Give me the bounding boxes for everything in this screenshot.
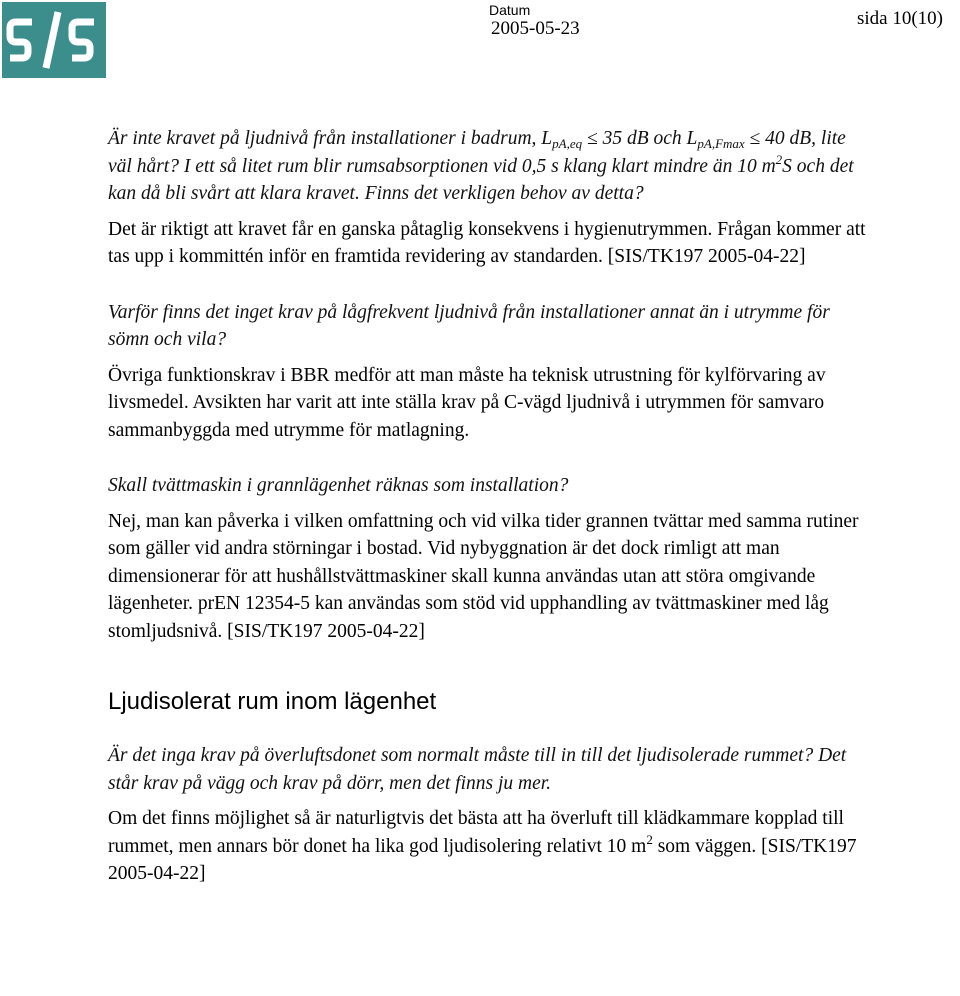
- question-washing-machine: Skall tvättmaskin i grannlägenhet räknas som installation?: [108, 475, 569, 496]
- answer-transfer-vent: Om det finns möjlighet så är naturligtvis det bästa att ha överluft till klädkammare kopplad till rummet, men annars bör donet ha lika god ljudisolering relativt 10 $m^2$ som väggen. [SIS/TK197 2005-04-22]: [108, 808, 857, 884]
- answer-low-frequency: Övriga funktionskrav i BBR medför att man måste ha teknisk utrustning för kylförvaring av livsmedel. Avsikten har varit att inte ställa krav på C-vägd ljudnivå i utrymmen för samvaro sammanbyggda med utrymme för matlagning.: [108, 364, 826, 441]
- question-bathroom-noise: Är inte kravet på ljudnivå från installationer i badrum, $L_{pA,eq} \le 35$ dB och $L_{pA,Fmax} \le 40$ dB, lite väl hårt? I ett så litet rum blir rumsabsorptionen vid 0,5 s klang klart mindre än 10 $m^2S$ och det kan då bli svårt att klara kravet. Finns det verkligen behov av detta?: [108, 128, 854, 204]
- date-label: Datum: [489, 2, 531, 18]
- question-low-frequency: Varför finns det inget krav på lågfrekvent ljudnivå från installationer annat än i utrymme för sömn och vila?: [108, 301, 830, 350]
- answer-washing-machine: Nej, man kan påverka i vilken omfattning och vid vilka tider grannen tvättar med samma rutiner som gäller vid andra störningar i bostad. Vid nybyggnation är det dock rimligt att man dimensionerar för att hushållstvättmaskiner skall kunna användas utan att störa omgivande lägenheter. prEN 12354-5 kan användas som stöd vid upphandling av tvättmaskiner med låg stomljudsnivå. [SIS/TK197 2005-04-22]: [108, 510, 859, 642]
- document-date: 2005-05-23: [491, 18, 580, 39]
- question-transfer-vent: Är det inga krav på överluftsdonet som normalt måste till in till det ljudisolerade rummet? Det står krav på vägg och krav på dörr, men det finns ju mer.: [108, 745, 847, 794]
- sis-logo: [2, 2, 106, 78]
- section-heading: Ljudisolerat rum inom lägenhet: [108, 688, 437, 715]
- document-body: [108, 125, 868, 888]
- page-number: sida 10(10): [857, 8, 944, 29]
- answer-bathroom-noise: Det är riktigt att kravet får en ganska påtaglig konsekvens i hygienutrymmen. Frågan kommer att tas upp i kommittén inför en framtida revidering av standarden. [SIS/TK197 2005-04-22]: [108, 218, 866, 267]
